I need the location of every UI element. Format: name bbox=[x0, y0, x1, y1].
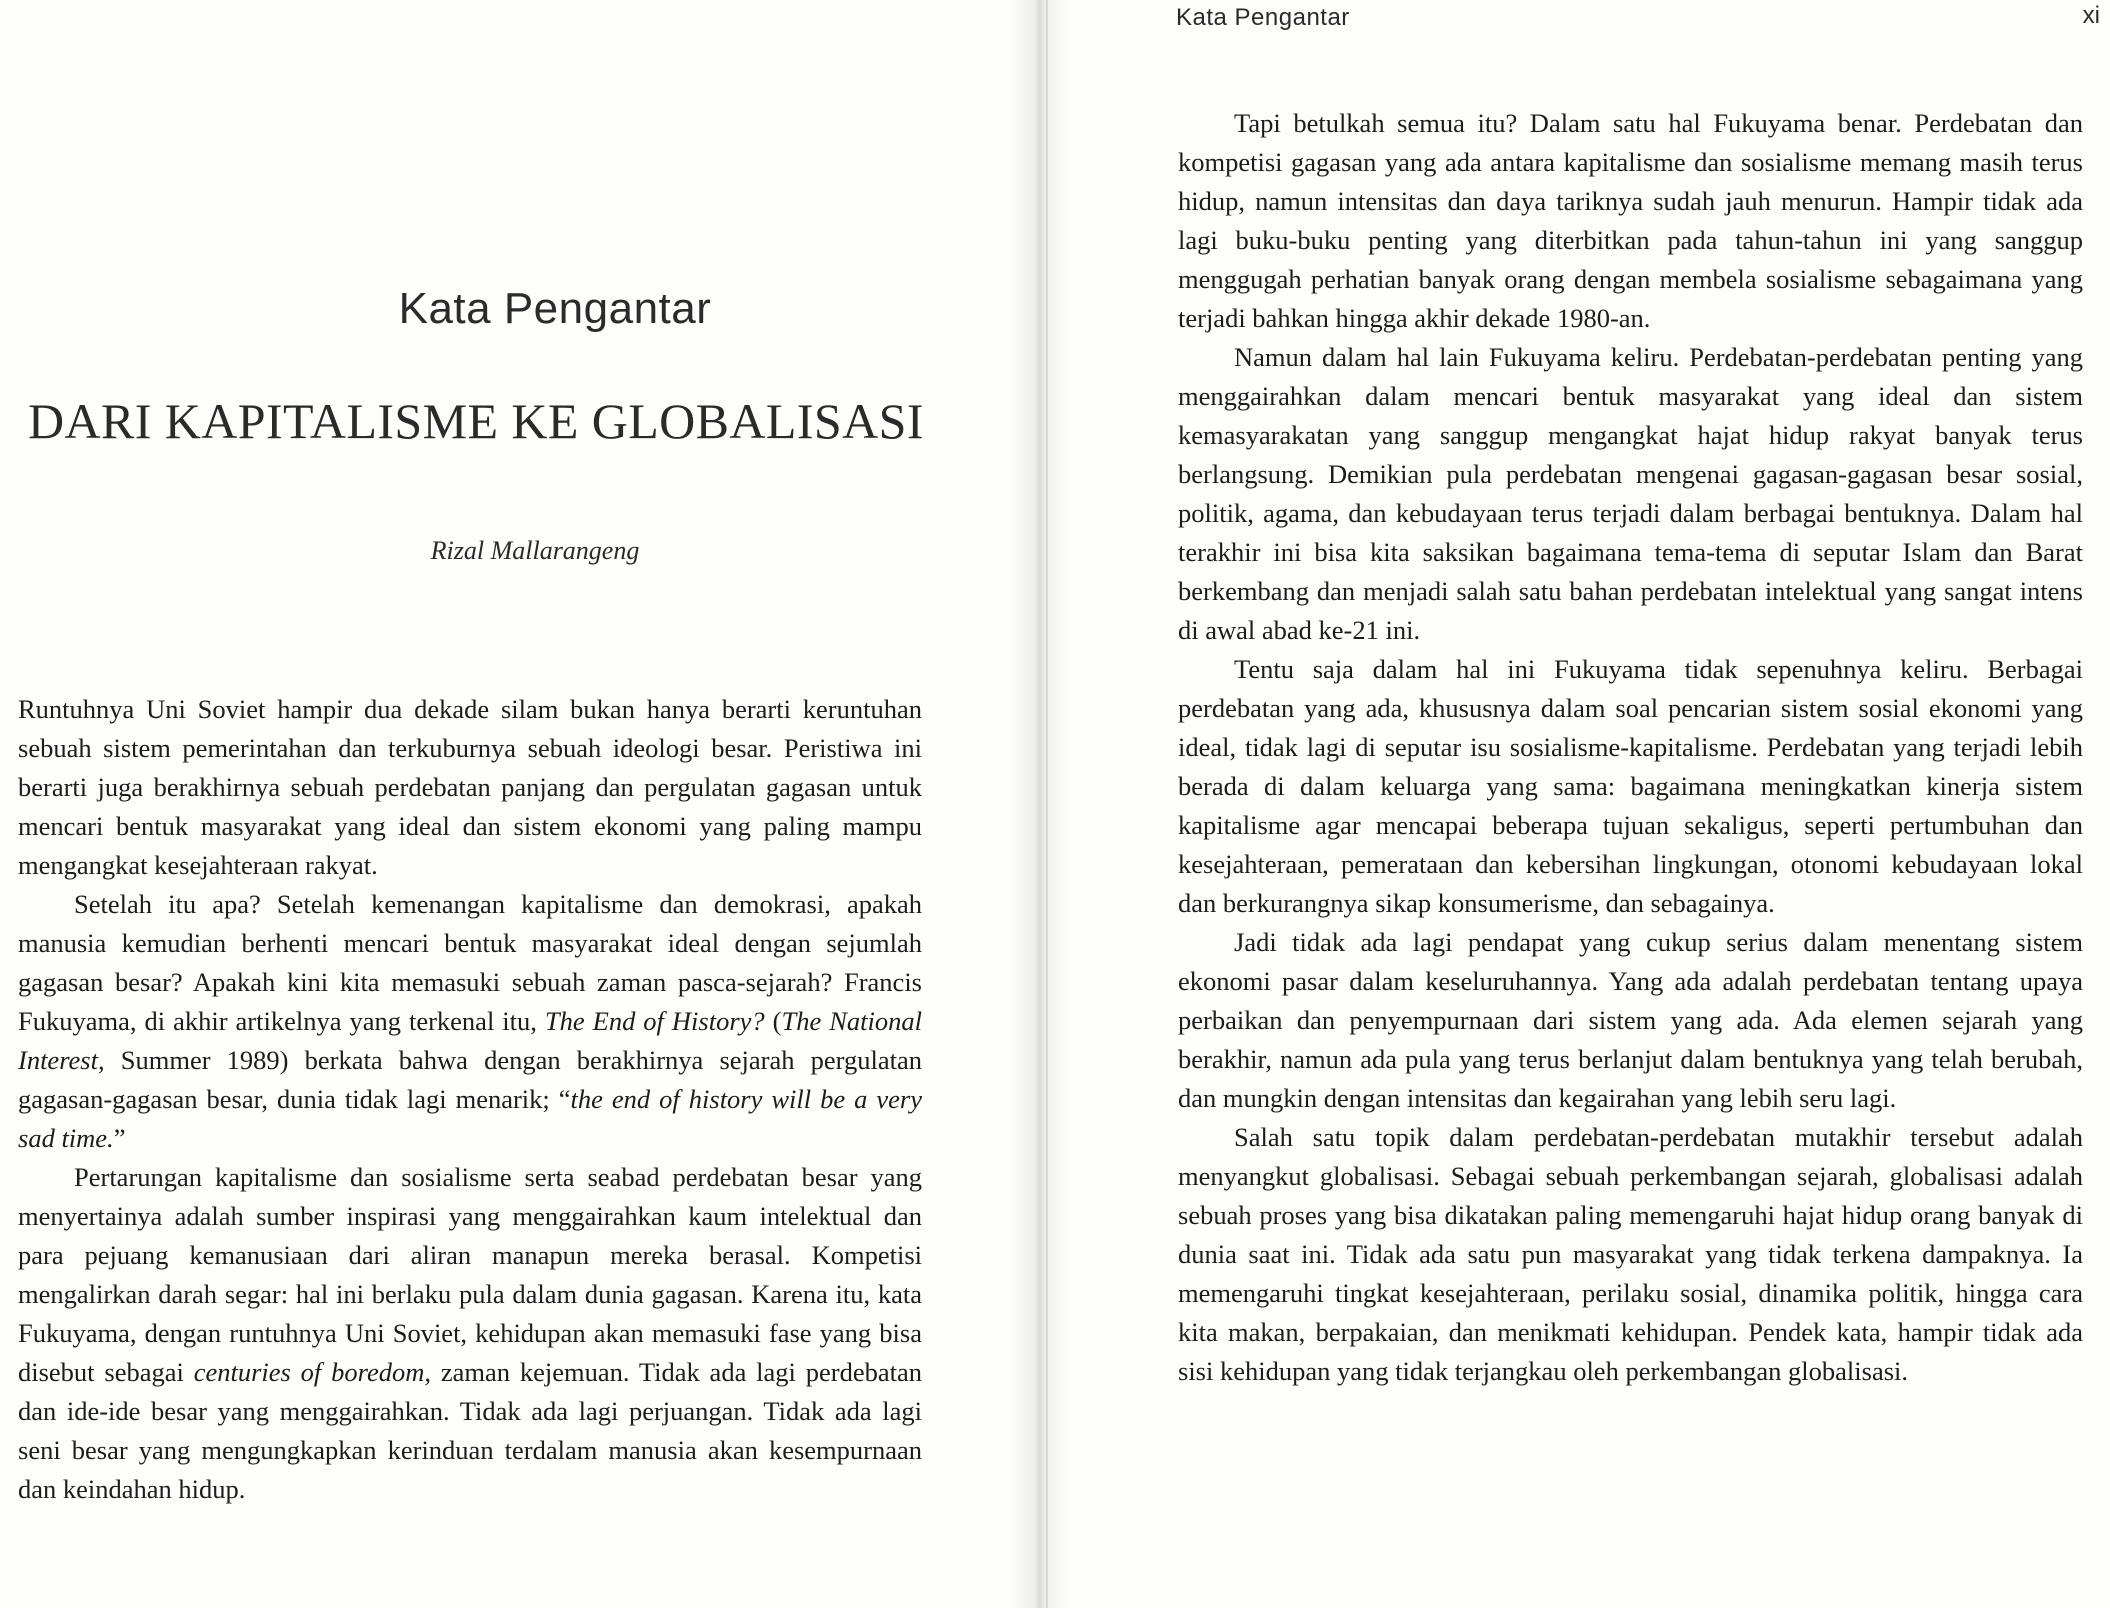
left-page bbox=[0, 0, 1040, 1608]
page-edge-divider bbox=[1046, 0, 1048, 1608]
paragraph: Tentu saja dalam hal ini Fukuyama tidak sepenuhnya keliru. Berbagai perdebatan yang ada, khususnya dalam soal pencarian sistem sosial ekonomi yang ideal, tidak lagi di seputar isu sosialisme-kapitalisme. Perdebatan yang terjadi lebih berada di dalam keluarga yang sama: bagaimana meningkatkan kinerja sistem kapitalisme agar mencapai beberapa tujuan sekaligus, seperti pertumbuhan dan kesejahteraan, pemerataan dan kebersihan lingkungan, otonomi kebudayaan lokal dan berkurangnya sikap konsumerisme, dan sebagainya. bbox=[1178, 654, 2083, 918]
paragraph bbox=[18, 690, 922, 885]
paragraph bbox=[18, 885, 922, 1158]
right-page bbox=[1040, 0, 2110, 1608]
paragraph-text: zaman kejemuan. Tidak ada lagi perdebatan dan ide-ide besar yang menggairahkan. Tidak ada lagi perjuangan. Tidak ada lagi seni besar yang mengungkapkan kerinduan terdalam manusia akan kesempurnaan dan keindahan hidup. bbox=[18, 1357, 922, 1504]
paragraph: Namun dalam hal lain Fukuyama keliru. Perdebatan-perdebatan penting yang menggairahkan dalam mencari bentuk masyarakat yang ideal dan sistem kemasyarakatan yang sanggup mengangkat hajat hidup rakyat banyak terus berlangsung. Demikian pula perdebatan mengenai gagasan-gagasan besar sosial, politik, agama, dan kebudayaan terus terjadi dalam berbagai bentuknya. Dalam hal terakhir ini bisa kita saksikan bagaimana tema-tema di seputar Islam dan Barat berkembang dan menjadi salah satu bahan perdebatan intelektual yang sangat intens di awal abad ke-21 ini. bbox=[1178, 342, 2083, 645]
italic-title: The End of History? bbox=[544, 1006, 765, 1036]
author-name: Rizal Mallarangeng bbox=[430, 536, 640, 565]
paragraph-text: ( bbox=[764, 1006, 782, 1036]
paragraph: Jadi tidak ada lagi pendapat yang cukup serius dalam menentang sistem ekonomi pasar dalam keseluruhannya. Yang ada adalah perdebatan tentang upaya perbaikan dan penyempurnaan dari sistem yang ada. Ada elemen sejarah yang berakhir, namun ada pula yang terus berlanjut dalam bentuknya yang telah berubah, dan mungkin dengan intensitas dan kegairahan yang lebih seru lagi. bbox=[1178, 927, 2083, 1113]
page-number: xi bbox=[2082, 2, 2100, 29]
paragraph-text: ” bbox=[113, 1123, 126, 1153]
italic-title: The National Interest, bbox=[18, 1006, 923, 1075]
running-head: Kata Pengantar bbox=[1176, 4, 1350, 31]
paragraph: Tapi betulkah semua itu? Dalam satu hal Fukuyama benar. Perdebatan dan kompetisi gagasan yang ada antara kapitalisme dan sosialisme memang masih terus hidup, namun intensitas dan daya tariknya sudah jauh menurun. Hampir tidak ada lagi buku-buku penting yang diterbitkan pada tahun-tahun ini yang sanggup menggugah perhatian banyak orang dengan membela sosialisme sebagaimana yang terjadi bahkan hingga akhir dekade 1980-an. bbox=[1178, 108, 2083, 333]
paragraph-text: Setelah itu apa? Setelah kemenangan kapitalisme dan demokrasi, apakah manusia kemudian berhenti mencari bentuk masyarakat ideal dengan sejumlah gagasan besar? Apakah kini kita memasuki sebuah zaman pasca-sejarah? Francis Fukuyama, di akhir artikelnya yang terkenal itu, bbox=[18, 889, 922, 1036]
left-body-text bbox=[18, 690, 922, 1509]
italic-phrase: centuries of boredom, bbox=[193, 1357, 431, 1387]
book-gutter-shadow bbox=[1010, 0, 1070, 1608]
paragraph bbox=[18, 1158, 922, 1509]
paragraph-text: Pertarungan kapitalisme dan sosialisme serta seabad perdebatan besar yang menyertainya adalah sumber inspirasi yang menggairahkan kaum intelektual dan para pejuang kemanusiaan dari aliran manapun mereka berasal. Kompetisi mengalirkan darah segar: hal ini berlaku pula dalam dunia gagasan. Karena itu, kata Fukuyama, dengan runtuhnya Uni Soviet, kehidupan akan memasuki fase yang bisa disebut sebagai bbox=[18, 1162, 922, 1387]
chapter-label: Kata Pengantar bbox=[398, 284, 712, 333]
paragraph-text: Runtuhnya Uni Soviet hampir dua dekade silam bukan hanya berarti keruntuhan sebuah sistem pemerintahan dan terkuburnya sebuah ideologi besar. Peristiwa ini berarti juga berakhirnya sebuah perdebatan panjang dan pergulatan gagasan untuk mencari bentuk masyarakat yang ideal dan sistem ekonomi yang paling mampu mengangkat kesejahteraan rakyat. bbox=[18, 694, 922, 880]
chapter-title: DARI KAPITALISME KE GLOBALISASI bbox=[28, 393, 924, 449]
right-body-text bbox=[1178, 104, 2083, 1391]
italic-quote: the end of history will be a very sad time. bbox=[18, 1084, 922, 1153]
paragraph: Salah satu topik dalam perdebatan-perdebatan mutakhir tersebut adalah menyangkut globalisasi. Sebagai sebuah perkembangan sejarah, globalisasi adalah sebuah proses yang bisa dikatakan paling memengaruhi hajat hidup orang banyak di dunia saat ini. Tidak ada satu pun masyarakat yang tidak terkena dampaknya. Ia memengaruhi tingkat kesejahteraan, perilaku sosial, dinamika politik, hingga cara kita makan, berpakaian, dan menikmati kehidupan. Pendek kata, hampir tidak ada sisi kehidupan yang tidak terjangkau oleh perkembangan globalisasi. bbox=[1178, 1122, 2083, 1386]
paragraph-text: Summer 1989) berkata bahwa dengan berakhirnya sejarah pergulatan gagasan-gagasan besar, dunia tidak lagi menarik; “ bbox=[18, 1045, 922, 1114]
